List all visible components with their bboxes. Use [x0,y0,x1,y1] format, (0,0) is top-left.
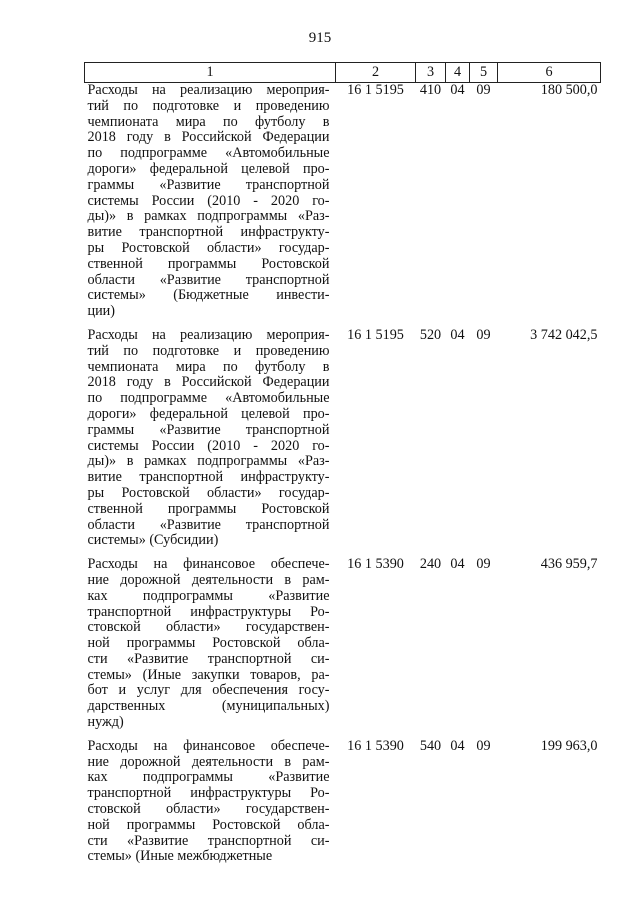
page-number: 915 [308,30,332,46]
table-row [85,328,601,549]
table-row [85,739,601,865]
header-col-5: 5 [470,63,498,83]
header-col-1: 1 [85,63,336,83]
description-line: тий по подготовке и проведению [87,342,330,359]
header-col-2: 2 [336,63,416,83]
description-line: дороги» федеральной целевой про- [87,405,330,422]
row-expense-type: 540 [419,737,442,754]
row-code: 16 1 5195 [347,326,404,343]
description-line: Расходы на финансовое обеспече- [87,737,330,754]
row-section: 04 [450,82,465,98]
row-subsection: 09 [476,737,491,754]
description-line: стовской области» государствен- [87,619,330,636]
description-line: 2018 году в Российской Федерации [87,129,330,146]
description-line: Расходы на реализацию мероприя- [87,82,330,98]
row-amount: 3 742 042,5 [530,326,598,343]
description-line: витие транспортной инфраструкту- [87,469,330,486]
header-col-3: 3 [416,63,446,83]
description-line: чемпионата мира по футболу в [87,358,330,375]
row-description [85,83,336,320]
row-section: 04 [450,737,465,754]
header-row [85,63,601,83]
description-line: стовской области» государствен- [87,801,330,818]
row-amount: 436 959,7 [540,556,598,573]
row-expense-type: 520 [419,326,442,343]
row-description [85,557,336,731]
row-code: 16 1 5390 [347,737,404,754]
description-line: чемпионата мира по футболу в [87,113,330,130]
description-line: Расходы на финансовое обеспече- [87,556,330,573]
description-line: ках подпрограммы «Развитие [87,769,330,786]
row-description [85,328,336,549]
description-line: витие транспортной инфраструкту- [87,224,330,241]
description-line: сти «Развитие транспортной си- [87,832,330,849]
table-row [85,557,601,731]
row-subsection: 09 [476,82,491,98]
description-line: нужд) [87,714,124,731]
row-section: 04 [450,326,465,343]
header-col-4: 4 [446,63,470,83]
description-line: области «Развитие транспортной [87,271,330,288]
description-line: транспортной инфраструктуры Ро- [87,785,330,802]
row-expense-type: 240 [419,556,442,573]
description-line: стемы» (Иные межбюджетные [87,848,273,865]
header-col-6: 6 [498,63,601,83]
row-amount: 199 963,0 [540,737,598,754]
description-line: ственной программы Ростовской [87,500,330,517]
description-line: транспортной инфраструктуры Ро- [87,603,330,620]
description-line: системы России (2010 - 2020 го- [87,437,330,454]
description-line: стемы» (Иные закупки товаров, ра- [87,666,330,683]
row-subsection: 09 [476,326,491,343]
description-line: ры Ростовской области» государ- [87,484,330,501]
description-line: ции) [87,303,116,320]
description-line: дороги» федеральной целевой про- [87,160,330,177]
description-line: ры Ростовской области» государ- [87,239,330,256]
table-row [85,83,601,320]
description-line: Расходы на реализацию мероприя- [87,326,330,343]
row-amount: 180 500,0 [540,82,598,98]
description-line: по подпрограмме «Автомобильные [87,145,330,162]
description-line: области «Развитие транспортной [87,516,330,533]
description-line: ние дорожной деятельности в рам- [87,753,330,770]
description-line: ды)» в рамках подпрограммы «Раз- [87,208,330,225]
row-subsection: 09 [476,556,491,573]
description-line: сти «Развитие транспортной си- [87,650,330,667]
description-line: ственной программы Ростовской [87,255,330,272]
description-line: ной программы Ростовской обла- [87,635,330,652]
budget-table [84,62,601,865]
description-line: по подпрограмме «Автомобильные [87,390,330,407]
description-line: системы» (Субсидии) [87,532,219,549]
description-line: тий по подготовке и проведению [87,97,330,114]
description-line: 2018 году в Российской Федерации [87,374,330,391]
row-section: 04 [450,556,465,573]
row-description [85,739,336,865]
description-line: бот и услуг для обеспечения госу- [87,682,330,699]
description-line: граммы «Развитие транспортной [87,421,330,438]
row-code: 16 1 5195 [347,82,404,98]
description-line: ды)» в рамках подпрограммы «Раз- [87,453,330,470]
description-line: дарственных (муниципальных) [87,698,330,715]
row-expense-type: 410 [419,82,442,98]
description-line: системы России (2010 - 2020 го- [87,192,330,209]
description-line: системы» (Бюджетные инвести- [87,287,330,304]
description-line: ние дорожной деятельности в рам- [87,571,330,588]
description-line: ках подпрограммы «Развитие [87,587,330,604]
description-line: ной программы Ростовской обла- [87,816,330,833]
description-line: граммы «Развитие транспортной [87,176,330,193]
row-code: 16 1 5390 [347,556,404,573]
